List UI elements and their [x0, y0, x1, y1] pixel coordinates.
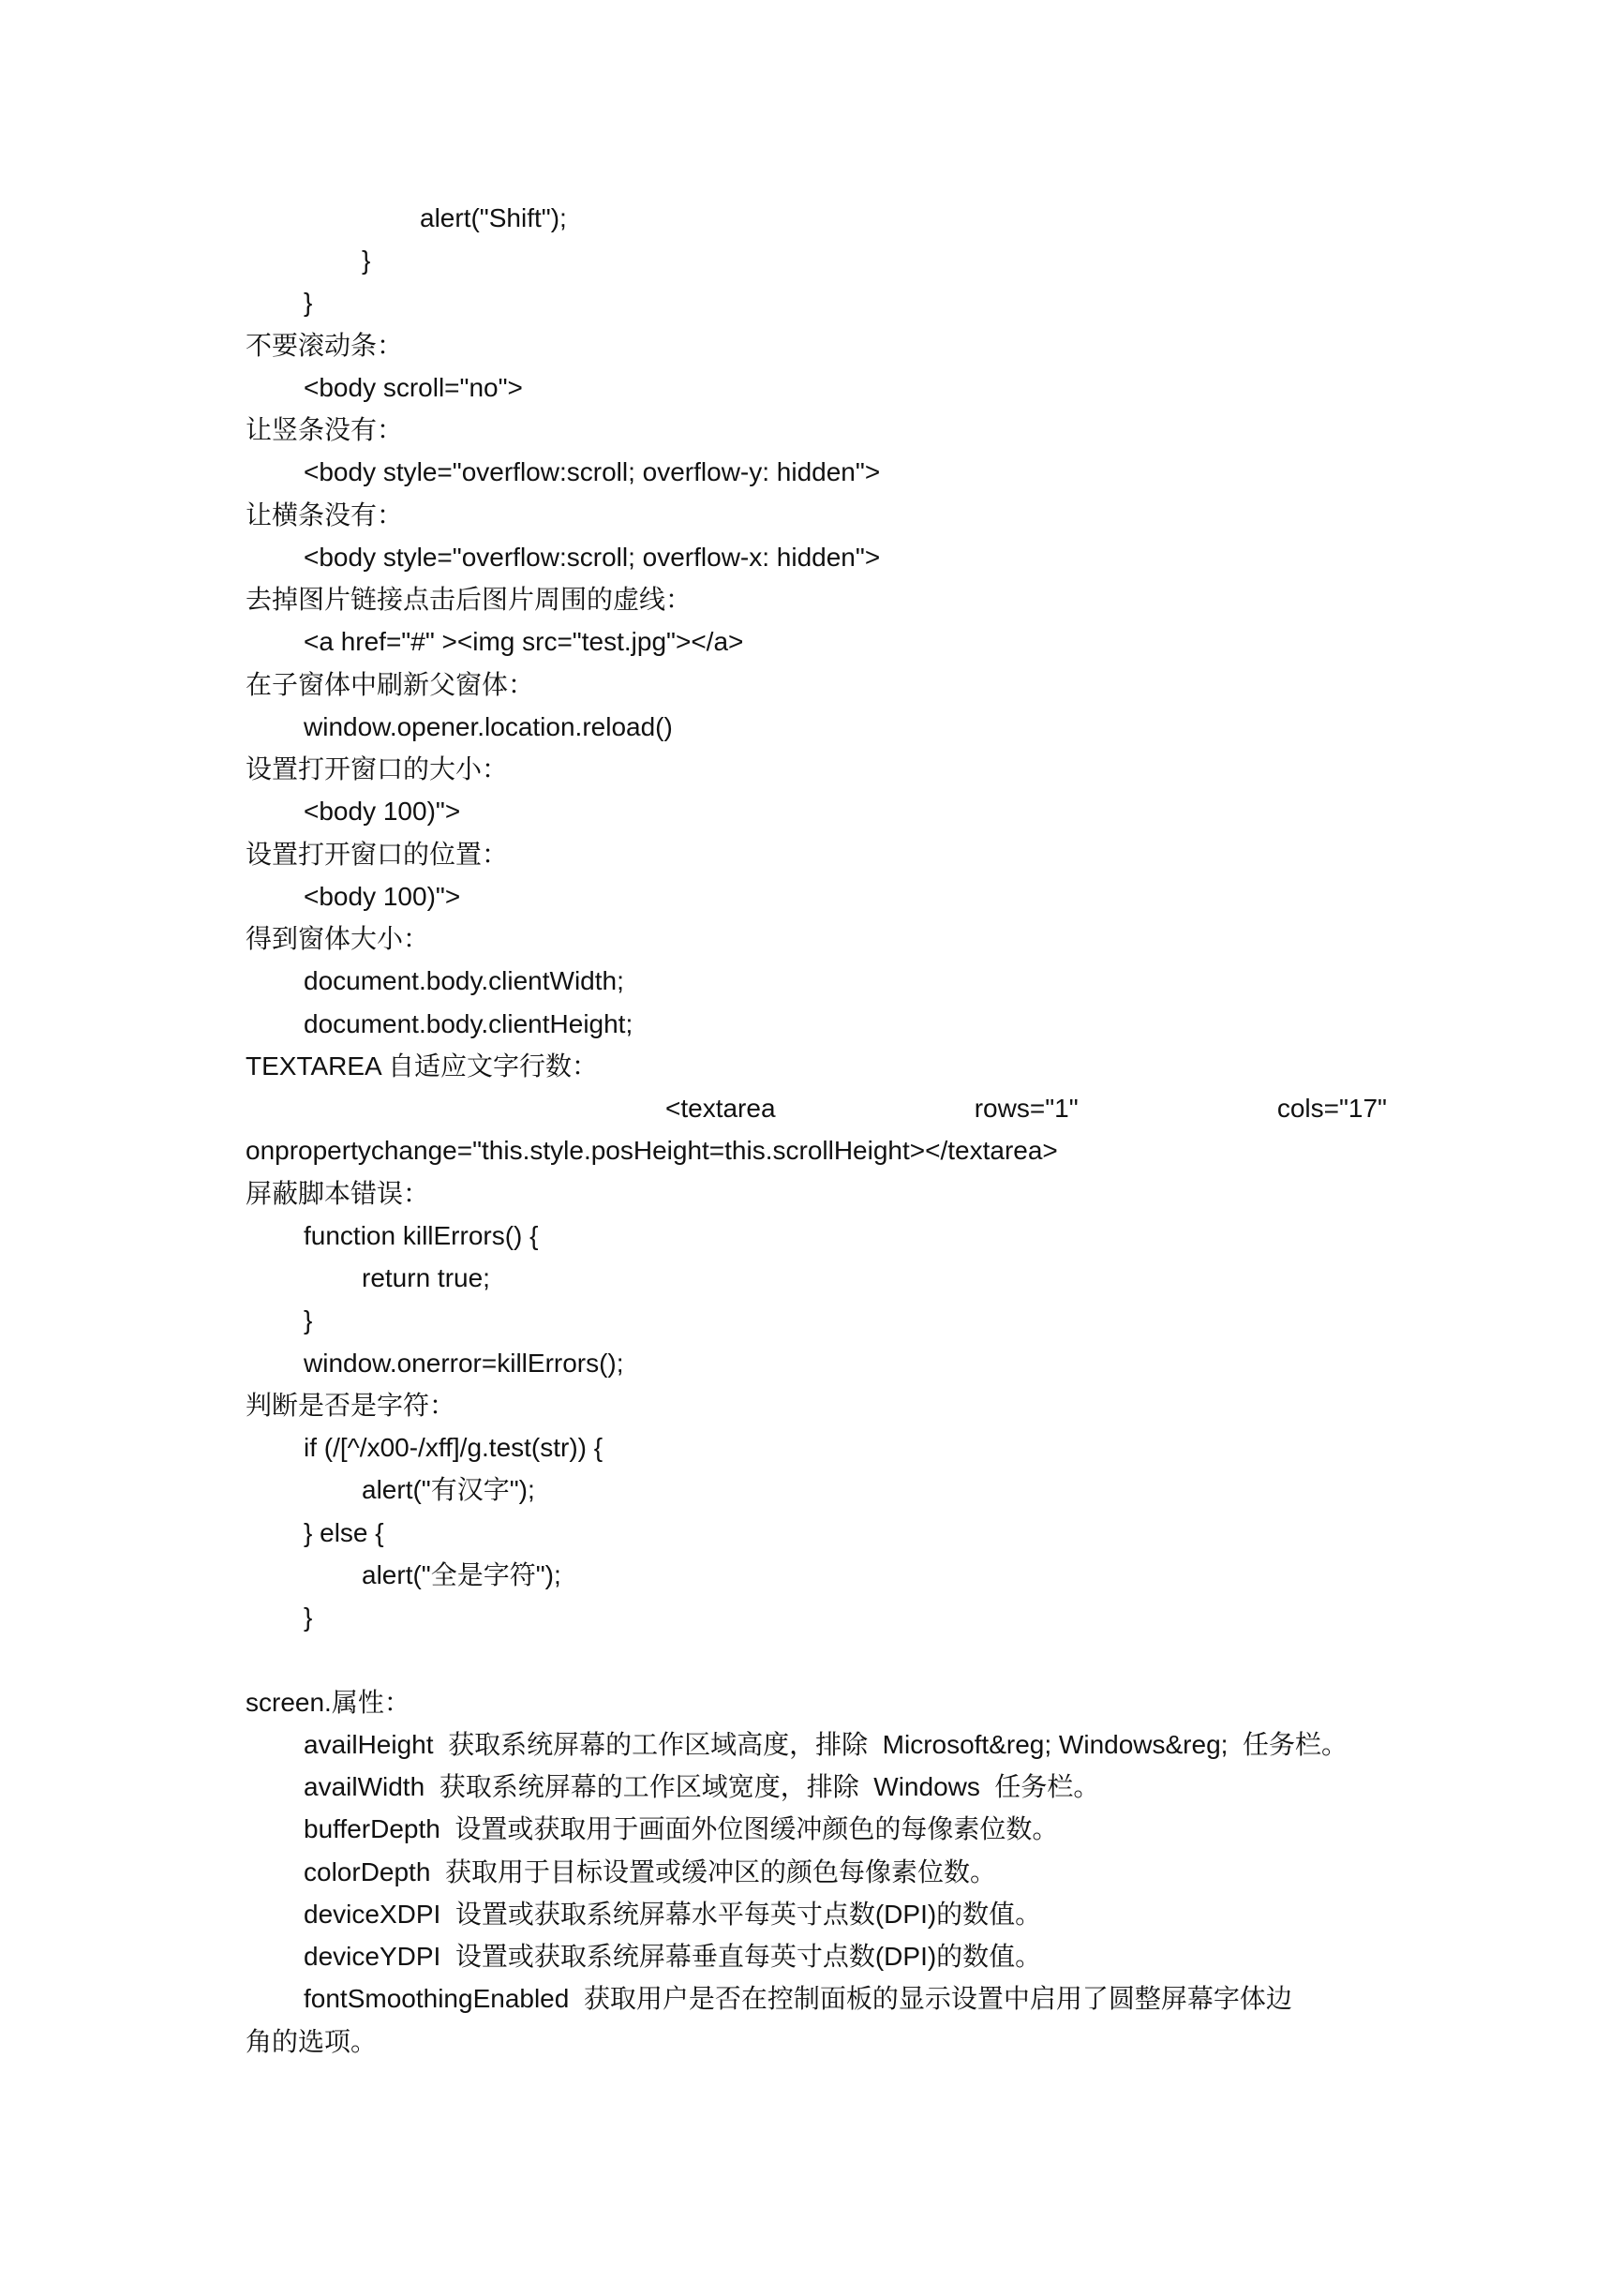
- property-line: colorDepth 获取用于目标设置或缓冲区的颜色每像素位数。: [304, 1857, 996, 1886]
- code-line: <body 100)">: [304, 882, 461, 911]
- code-token: rows="1": [974, 1094, 1079, 1123]
- code-line: alert("有汉字");: [362, 1475, 535, 1504]
- section-heading: 在子窗体中刷新父窗体：: [246, 669, 535, 700]
- code-line: }: [304, 288, 313, 317]
- section-heading: 去掉图片链接点击后图片周围的虚线：: [246, 584, 693, 615]
- section-heading: 让横条没有：: [246, 499, 404, 530]
- code-line: <body style="overflow:scroll; overflow-x: hidden">: [304, 543, 881, 572]
- code-line: window.onerror=killErrors();: [304, 1349, 624, 1378]
- code-line: <body scroll="no">: [304, 373, 523, 402]
- code-line: }: [362, 246, 371, 275]
- code-line: }: [304, 1603, 313, 1632]
- property-line: availWidth 获取系统屏幕的工作区域宽度，排除 Windows 任务栏。: [304, 1772, 1100, 1801]
- property-line: deviceXDPI 设置或获取系统屏幕水平每英寸点数(DPI)的数值。: [304, 1900, 1042, 1929]
- section-heading: 让竖条没有：: [246, 414, 404, 445]
- code-token: cols="17": [1276, 1094, 1387, 1123]
- section-heading: 屏蔽脚本错误：: [246, 1178, 430, 1209]
- code-line: } else {: [304, 1518, 384, 1547]
- section-heading: 得到窗体大小：: [246, 923, 430, 954]
- property-line: 角的选项。: [246, 2027, 378, 2056]
- code-line: return true;: [362, 1263, 490, 1292]
- section-heading: 判断是否是字符：: [246, 1390, 456, 1421]
- code-line: <body style="overflow:scroll; overflow-y: hidden">: [304, 457, 881, 486]
- property-line: deviceYDPI 设置或获取系统屏幕垂直每英寸点数(DPI)的数值。: [304, 1942, 1042, 1971]
- code-line: document.body.clientHeight;: [304, 1009, 633, 1038]
- section-heading: 设置打开窗口的大小：: [246, 753, 509, 784]
- code-line: window.opener.location.reload(): [304, 712, 673, 741]
- section-heading: 不要滚动条：: [246, 330, 404, 361]
- section-heading: 设置打开窗口的位置：: [246, 839, 509, 870]
- section-heading: TEXTAREA 自适应文字行数：: [246, 1051, 598, 1081]
- code-line: <a href="#" ><img src="test.jpg"></a>: [304, 627, 744, 656]
- code-line: }: [304, 1305, 313, 1334]
- code-line: alert("全是字符");: [362, 1560, 561, 1589]
- code-line: <body 100)">: [304, 797, 461, 826]
- code-line: function killErrors() {: [304, 1221, 539, 1250]
- code-line: if (/[^/x00-/xff]/g.test(str)) {: [304, 1433, 603, 1462]
- section-heading: screen.属性：: [246, 1688, 410, 1717]
- code-line: alert("Shift");: [420, 203, 567, 232]
- code-token: <textarea: [665, 1094, 776, 1123]
- code-line: document.body.clientWidth;: [304, 966, 624, 995]
- code-line: onpropertychange="this.style.posHeight=this.scrollHeight></textarea>: [246, 1136, 1058, 1165]
- property-line: availHeight 获取系统屏幕的工作区域高度，排除 Microsoft&reg; Windows&reg; 任务栏。: [304, 1730, 1348, 1759]
- property-line: fontSmoothingEnabled 获取用户是否在控制面板的显示设置中启用了圆整屏幕字体边: [304, 1984, 1292, 2013]
- property-line: bufferDepth 设置或获取用于画面外位图缓冲颜色的每像素位数。: [304, 1814, 1059, 1843]
- textarea-code-line: [246, 1087, 1387, 1129]
